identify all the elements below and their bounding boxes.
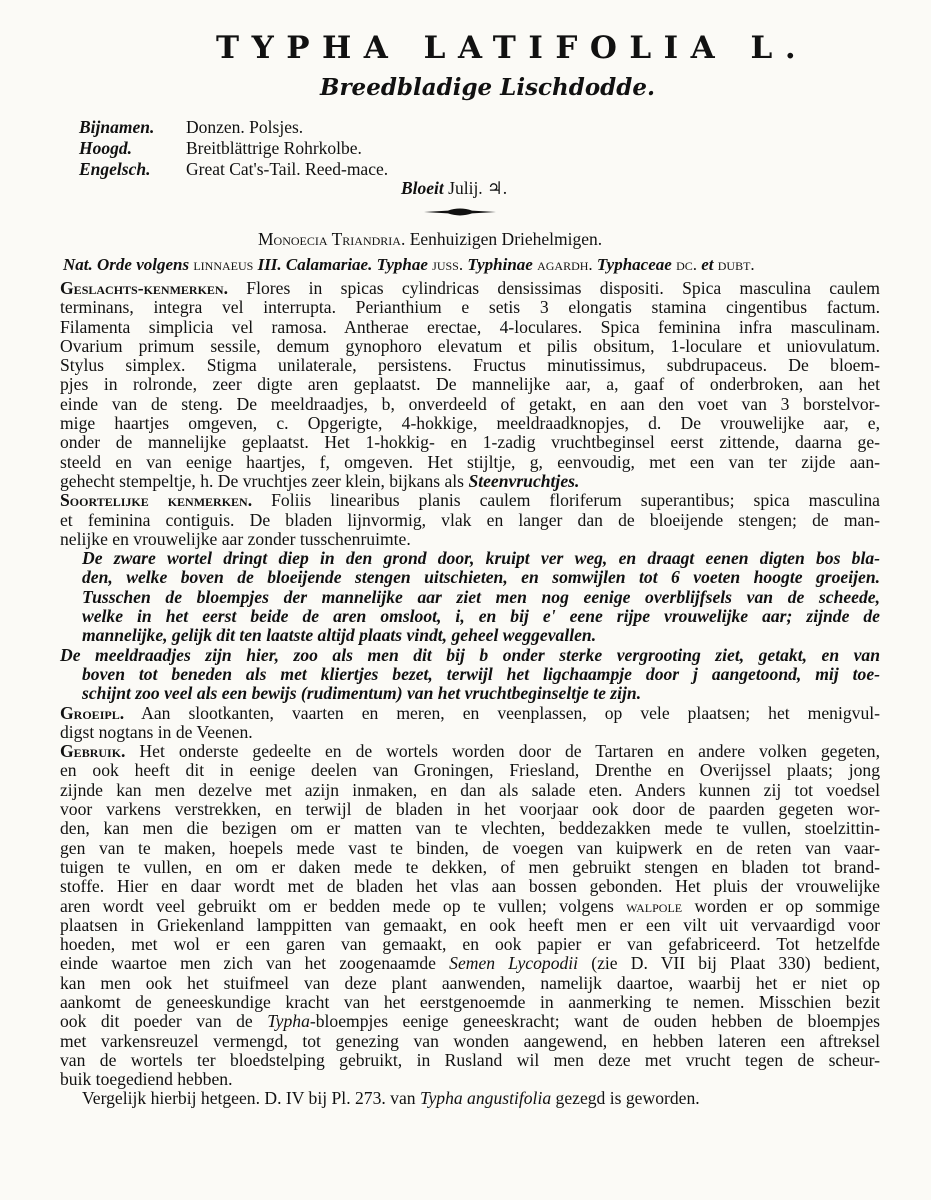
author-name: linnaeus (193, 255, 254, 274)
line-text: worden er op sommige (682, 895, 880, 916)
vernacular-names (79, 117, 388, 180)
text-line (60, 491, 880, 510)
text-line: et feminina contiguis. De bladen lijnvormig, vlak en langer dan de bloeijende stengen; de man- (60, 509, 880, 530)
text-line: pjes in rolronde, zeer digte aren geplaatst. De mannelijke aar, a, gaaf of onderbroken, aan het (60, 374, 880, 395)
italic-line: den, welke boven de bloeijende stengen uitschieten, en somwijlen tot 6 voeten hoogte groeijen. (82, 567, 880, 588)
line-text: aren wordt veel gebruikt om er bedden mede op te vullen; volgens (60, 895, 627, 916)
text-line: en ook heeft dit in eenige deelen van Groningen, Friesland, Drenthe en Overijssel plaats; jong (60, 760, 880, 781)
author-name: dc. (676, 255, 697, 274)
text-line (60, 742, 880, 761)
section-heading-habitat: Groeipl. (60, 702, 125, 723)
description-body (60, 279, 880, 1109)
classification (258, 229, 602, 250)
italic-line: mannelijke, gelijk dit ten laatste altijd plaats vindt, geheel weggevallen. (82, 625, 597, 646)
text-line (60, 1089, 880, 1108)
divider-ornament (424, 207, 496, 217)
name-label: Hoogd. (79, 138, 132, 158)
line-text: gehecht stempeltje, h. De vruchtjes zeer klein, bijkans als (60, 470, 469, 491)
author-name: dubt. (717, 255, 755, 274)
section-heading-use: Gebruik. (60, 741, 126, 762)
text-line: plaatsen in Griekenland lamppitten van gemaakt, en ook heeft men er een vilt uit vervaardigd voor (60, 914, 880, 935)
name-label: Engelsch. (79, 159, 151, 179)
line-text: Semen Lycopodii (449, 953, 579, 974)
line-text: (zie D. VII bij Plaat 330) bedient, (578, 953, 880, 974)
flowering-label: Bloeit (401, 178, 444, 198)
text-line: van de wortels ter bloedstelping gebruikt, in Rusland wil men deze met vrucht tegen de scheur- (60, 1049, 880, 1070)
flowering-value: Julij. ♃. (448, 178, 508, 198)
text-line: Stylus simplex. Stigma unilaterale, persistens. Fructus minutissimus, subdrupaceus. De bloem- (60, 355, 880, 376)
text-line: steeld en van eenige haartjes, f, omgeven. Het stijltje, g, eenvoudig, met een van ter zijde aan- (60, 451, 880, 472)
name-row (79, 138, 388, 159)
name-label: Bijnamen. (79, 117, 155, 137)
text-line (60, 279, 880, 298)
page-title: TYPHA LATIFOLIA L. (216, 30, 809, 66)
line-text: Aan slootkanten, vaarten en meren, en veenplassen, op vele plaatsen; het menigvul- (124, 702, 880, 723)
text-line: terminans, integra vel interrupta. Perianthium e setis 3 elongatis stamina cingentibus factum. (60, 297, 880, 318)
order-text: Typhaceae (592, 255, 677, 274)
text-line: buik toegediend hebben. (60, 1069, 233, 1090)
italic-line: welke in het eerst beide de aren omsloot, i, en bij e' eene rijpe vrouwelijke aar; zijnde de (82, 606, 880, 627)
text-line: Ovarium primum sessile, demum gynophoro elevatum et pilis obsitum, 1-loculare et uniovulatum. (60, 335, 880, 356)
text-line: digst nogtans in de Veenen. (60, 721, 253, 742)
section-heading-species: Soortelijke kenmerken. (60, 490, 253, 511)
text-line: aankomt de geneeskundige kracht van het eerstgenoemde in aanmerking te nemen. Misschien bezit (60, 991, 880, 1012)
text-line: tuigen te vullen, en om er daken mede te dekken, of men gebruikt stengen en bladen tot brand- (60, 856, 880, 877)
text-line: mige haartjes omgeven, c. Opgerigte, 4-hokkige, meeldraadknopjes, d. De vrouwelijke aar, e, (60, 413, 880, 434)
linnaean-class: Monoecia Triandria. (258, 229, 406, 249)
text-line: zijnde kan men dezelve met azijn inmaken, en dan als salade eten. Anders kunnen zij tot voedsel (60, 779, 880, 800)
line-text: ook dit poeder van de (60, 1011, 268, 1032)
name-row (79, 117, 388, 138)
name-value: Great Cat's-Tail. Reed-mace. (186, 159, 389, 179)
name-row (79, 159, 388, 180)
text-line: met varkensreuzel vermengd, tot genezing van wonden aangewend, en hebben lateren een aftreksel (60, 1030, 880, 1051)
class-dutch: Eenhuizigen Driehelmigen. (405, 229, 603, 249)
order-text: III. Calamariae. Typhae (253, 255, 433, 274)
italic-line: Tusschen de bloempjes der mannelijke aar ziet men nog eenige overblijfsels van de scheede, (82, 586, 880, 607)
section-heading-genus: Geslachts-kenmerken. (60, 278, 228, 298)
text-line (60, 954, 880, 973)
text-line: onder de mannelijke geplaatst. Het 1-hokkig- en 1-zadig vruchtbeginsel eerst zittende, daarna ge- (60, 432, 880, 453)
text-line: gen van te maken, hoepels mede vast te binden, de voegen van kuipwerk en de reten van vaar- (60, 837, 880, 858)
line-text: Vergelijk hierbij hetgeen. D. IV bij Pl. 273. van (82, 1088, 420, 1109)
flowering-time (401, 178, 507, 199)
italic-line: De meeldraadjes zijn hier, zoo als men dit bij b onder sterke vergrooting ziet, getakt, en van (60, 644, 880, 665)
italic-line: boven tot beneden als met kliertjes bezet, terwijl het ligchaampje door j aangetoond, mij toe- (82, 663, 880, 684)
text-line: hoeden, met wol er een garen van gemaakt, en ook papier er van gefabriceerd. Tot hetzelfde (60, 934, 880, 955)
line-text: Het onderste gedeelte en de wortels worden door de Tartaren en andere volken gegeten, (125, 741, 880, 762)
text-line: voor varkens verstrekken, en terwijl de bladen in het voorjaar ook door de paarden gegeten wor- (60, 799, 880, 820)
text-line (60, 472, 880, 491)
name-value: Donzen. Polsjes. (186, 117, 304, 137)
text-line (60, 897, 880, 916)
text-line: nelijke en vrouwelijke aar zonder tusschenruimte. (60, 528, 411, 549)
line-text: -bloempjes eenige geneeskracht; want de ouden hebben de bloempjes (309, 1011, 880, 1032)
page-subtitle: Breedbladige Lischdodde. (320, 74, 655, 101)
text-line (60, 1012, 880, 1031)
italic-line: schijnt zoo veel als een bewijs (rudimentum) van het vruchtbeginseltje te zijn. (82, 683, 642, 704)
text-line: Filamenta simplicia vel ramosa. Antherae erectae, 4-loculares. Spica feminina infra masculinam. (60, 316, 880, 337)
line-text: Typha angustifolia (419, 1088, 552, 1109)
author-name: walpole (626, 895, 683, 916)
author-name: juss. (432, 255, 464, 274)
line-text: Steenvruchtjes. (468, 470, 580, 491)
order-text: et (696, 255, 718, 274)
text-line: einde van de steng. De meeldraadjes, b, onverdeeld of getakt, en aan den voet van 3 borstelvor- (60, 393, 880, 414)
text-line: kan men ook het stuifmeel van deze plant aanwenden, namelijk daartoe, waarbij het er niet op (60, 972, 880, 993)
text-line (60, 704, 880, 723)
line-text: Foliis linearibus planis caulem floriferum superantibus; spica masculina (252, 490, 880, 511)
natural-order (63, 255, 755, 275)
italic-line: De zware wortel dringt diep in den grond door, kruipt ver weg, en draagt eenen digten bos bla- (82, 548, 880, 569)
text-line: den, kan men die bezigen om er matten van te vlechten, beddezakken mede te vullen, stoelzittin- (60, 818, 880, 839)
name-value: Breitblättrige Rohrkolbe. (186, 138, 362, 158)
author-name: agardh. (537, 255, 593, 274)
line-text: gezegd is geworden. (551, 1088, 700, 1109)
line-text: einde waartoe men zich van het zoogenaamde (60, 953, 450, 974)
text-line: stoffe. Hier en daar wordt met de bladen het vlas aan bossen gebonden. Het pluis der vrouwelijke (60, 876, 880, 897)
line-text: Typha (267, 1011, 310, 1032)
order-text: Typhinae (463, 255, 538, 274)
line-text: Flores in spicas cylindricas densissimas dispositi. Spica masculina caulem (227, 278, 880, 298)
order-text: Nat. Orde volgens (63, 255, 194, 274)
